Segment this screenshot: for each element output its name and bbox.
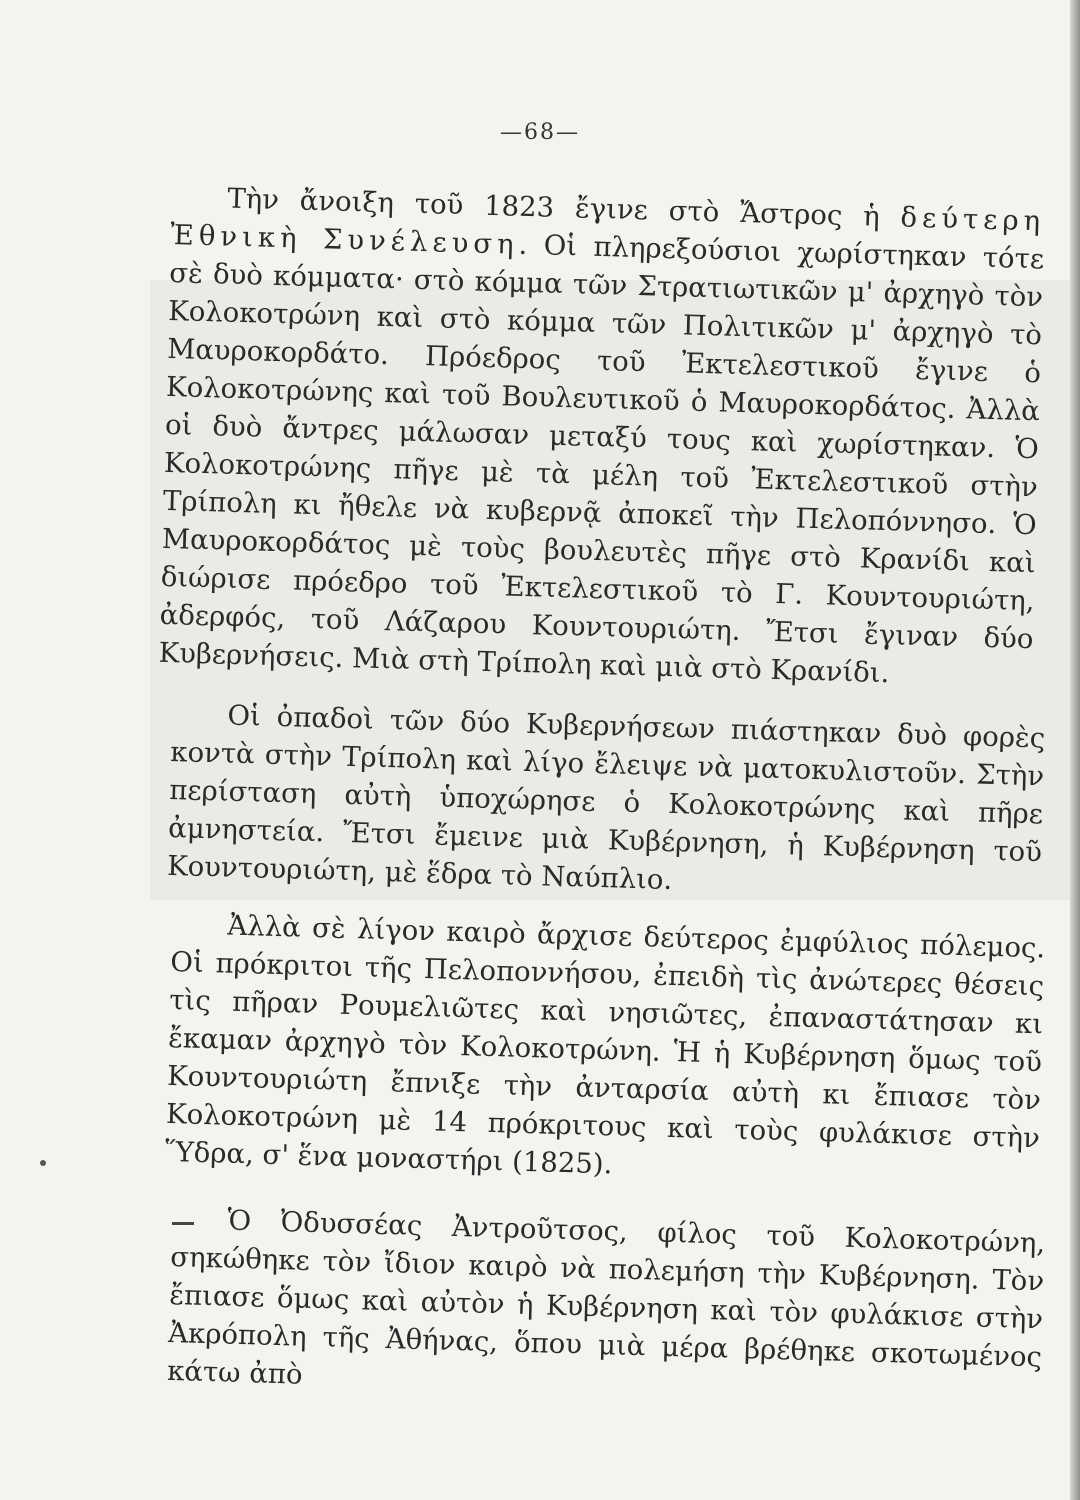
assembly-name-emphasis: δεύτερη Ἐθνικὴ Συνέλευση xyxy=(169,201,1046,261)
paragraph-1-lead: Τὴν ἄνοιξη τοῦ 1823 ἔγινε στὸ Ἄστρος ἡ xyxy=(227,182,902,234)
paragraph-1-body: . Οἱ πληρεξούσιοι χωρίστηκαν τότε σὲ δυὸ κόμματα· στὸ κόμμα τῶν Στρατιωτικῶν μ' ἀρχηγὸ τὸν Κολοκοτρώνη καὶ στὸ κόμμα τῶν Πολιτικῶν μ' ἀρχηγὸ τὸ Μαυροκορδάτο. Πρόεδρος τοῦ Ἐκτελεστικοῦ ἔγινε ὁ Κολοκοτρώνης καὶ τοῦ Βουλευτικοῦ ὁ Μαυροκορδάτος. Ἀλλὰ οἱ δυὸ ἄντρες μάλωσαν μεταξύ τους καὶ χωρίστηκαν. Ὁ Κολοκοτρώνης πῆγε μὲ τὰ μέλη τοῦ Ἐκτελεστικοῦ στὴν Τρίπολη κι ἤθελε νὰ κυβερνᾷ ἀποκεῖ τὴν Πελοπόννησο. Ὁ Μαυροκορδάτος μὲ τοὺς βουλευτὲς πῆγε στὸ Κρανίδι καὶ διώρισε πρόεδρο τοῦ Ἐκτελεστικοῦ τὸ Γ. Κουντουριώτη, ἀδερφός, τοῦ Λάζαρου Κουντουριώτη. Ἔτσι ἔγιναν δύο Κυβερνήσεις. Μιὰ στὴ Τρίπολη καὶ μιὰ στὸ Κρανίδι. xyxy=(158,228,1045,690)
paragraph-2 xyxy=(167,695,1046,909)
paragraph-2-text: Οἱ ὀπαδοὶ τῶν δύο Κυβερνήσεων πιάστηκαν δυὸ φορὲς κοντὰ στὴν Τρίπολη καὶ λίγο ἔλειψε νὰ ματοκυλιστοῦν. Στὴν περίσταση αὐτὴ ὑποχώρησε ὁ Κολοκοτρώνης καὶ πῆρε ἀμνηστεία. Ἔτσι ἔμεινε μιὰ Κυβέρνηση, ἡ Κυβέρνηση τοῦ Κουντουριώτη, μὲ ἕδρα τὸ Ναύπλιο. xyxy=(166,699,1046,897)
paragraph-3-text: Ἀλλὰ σὲ λίγον καιρὸ ἄρχισε δεύτερος ἐμφύλιος πόλεμος. Οἱ πρόκριτοι τῆς Πελοποννήσου, ἐπειδὴ τὶς ἀνώτερες θέσεις τὶς πῆραν Ρουμελιῶτες καὶ νησιῶτες, ἐπαναστάτησαν κι ἔκαμαν ἀρχηγὸ τὸν Κολοκοτρώνη. Ἡ ἡ Κυβέρνηση ὅμως τοῦ Κουντουριώτη ἔπνιξε τὴν ἀνταρσία αὐτὴ κι ἔπιασε τὸν Κολοκοτρώνη μὲ 14 πρόκριτους καὶ τοὺς φυλάκισε στὴν Ὕδρα, σ' ἕνα μοναστήρι (1825). xyxy=(164,909,1046,1181)
paragraph-1 xyxy=(158,178,1045,696)
paragraph-4-text: Ὁ Ὀδυσσέας Ἀντροῦτσος, φίλος τοῦ Κολοκοτρώνη, σηκώθηκε τὸν ἴδιον καιρὸ νὰ πολεμήση τὴν Κυβέρνηση. Τὸν ἔπιασε ὅμως καὶ αὐτὸν ἡ Κυβέρνηση καὶ τὸν φυλάκισε στὴν Ἀκρόπολη τῆς Ἀθήνας, ὅπου μιὰ μέρα βρέθηκε σκοτωμένος κάτω ἀπὸ xyxy=(166,1204,1046,1391)
page-number: —68— xyxy=(500,120,580,145)
paragraph-3 xyxy=(165,905,1046,1195)
page-edge-shadow xyxy=(1070,0,1080,1500)
paragraph-1-text xyxy=(158,178,1045,696)
paragraph-4 xyxy=(167,1200,1046,1414)
margin-speck xyxy=(40,1160,46,1166)
